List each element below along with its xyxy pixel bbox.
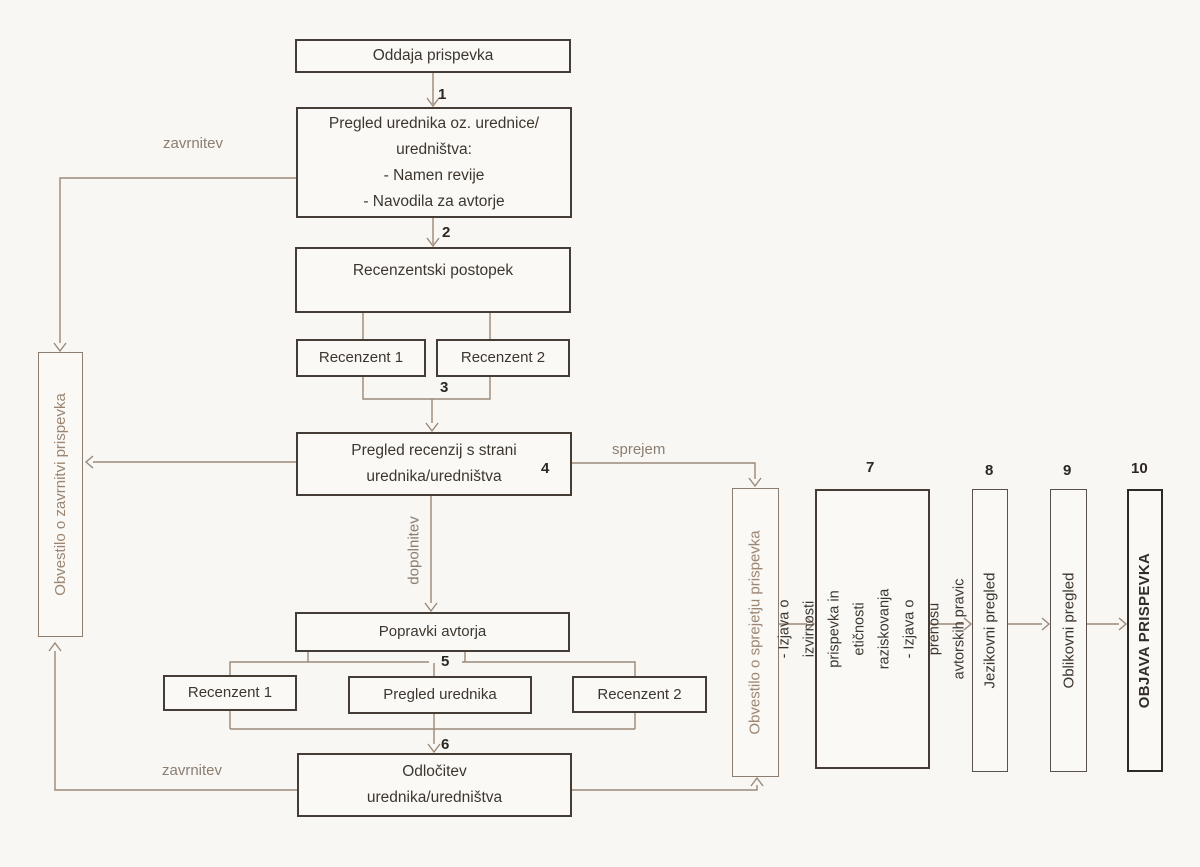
node-editor-check (348, 676, 532, 714)
node-editor-review-line4: - Navodila za avtorje (363, 192, 505, 210)
node-submission (295, 39, 571, 73)
node-publication (1127, 489, 1163, 772)
node-author-fixes (295, 612, 570, 652)
node-reviewer2-bottom (572, 676, 707, 713)
node-language-review-label: Jezikovni pregled (981, 572, 999, 689)
edge-label-acceptance: sprejem (612, 441, 666, 458)
edge-label-revision-wrap (399, 490, 429, 610)
node-reviewer2-top (436, 339, 570, 377)
step-number-6: 6 (441, 736, 450, 753)
step-number-5: 5 (441, 653, 450, 670)
node-author-fixes-label: Popravki avtorja (378, 623, 487, 640)
step-number-1: 1 (438, 86, 447, 103)
node-reviewer1-top-label: Recenzent 1 (318, 349, 404, 366)
node-reviewer1-top (296, 339, 426, 377)
node-editor-review-line1: Pregled urednika oz. urednice/ (328, 114, 540, 132)
node-format-review-label: Oblikovni pregled (1060, 572, 1077, 689)
node-editor-review (296, 107, 572, 218)
node-statements-line1: - Izjava o izvirnosti prispevka in etičnosti raziskovanja (776, 588, 893, 670)
step-number-4: 4 (541, 460, 550, 477)
step-number-3: 3 (440, 379, 449, 396)
node-reviewer1-bottom (163, 675, 297, 711)
node-statements-text (773, 574, 973, 685)
step-number-7: 7 (866, 459, 875, 476)
node-editor-check-label: Pregled urednika (383, 686, 497, 703)
node-review-evaluation-line1: Pregled recenzij s strani (351, 442, 517, 459)
node-decision-line2: urednika/uredništva (366, 789, 503, 806)
node-notice-acceptance-label: Obvestilo o sprejetju prispevka (747, 530, 765, 735)
node-format-review (1050, 489, 1087, 772)
node-review-process-label: Recenzentski postopek (352, 262, 514, 279)
node-review-process (295, 247, 571, 313)
edge-label-rejection-top: zavrnitev (163, 135, 224, 152)
node-notice-rejection (38, 352, 83, 637)
node-publication-label: OBJAVA PRISPEVKA (1136, 552, 1154, 709)
node-statements-line2: - Izjava o prenosu avtorskih pravic (901, 578, 968, 680)
node-language-review (972, 489, 1008, 772)
node-reviewer2-bottom-label: Recenzent 2 (597, 685, 682, 703)
node-review-evaluation-line2: urednika/uredništva (366, 468, 502, 485)
step-number-8: 8 (985, 462, 994, 479)
edge-label-revision: dopolnitev (405, 515, 423, 585)
node-submission-label: Oddaja prispevka (372, 47, 494, 64)
step-number-2: 2 (442, 224, 451, 241)
node-editor-review-line3: - Namen revije (383, 166, 485, 184)
edge-label-rejection-bottom: zavrnitev (162, 762, 223, 779)
node-reviewer1-bottom-label: Recenzent 1 (187, 684, 273, 701)
node-notice-rejection-label: Obvestilo o zavrnitvi prispevka (52, 393, 69, 596)
node-statements (776, 489, 968, 769)
node-reviewer2-top-label: Recenzent 2 (460, 349, 546, 366)
node-editor-review-line2: uredništva: (396, 140, 472, 158)
step-number-9: 9 (1063, 462, 1072, 479)
node-decision-line1: Odločitev (402, 763, 467, 780)
step-number-10: 10 (1131, 460, 1148, 477)
node-decision (297, 753, 572, 817)
node-review-evaluation (296, 432, 572, 496)
